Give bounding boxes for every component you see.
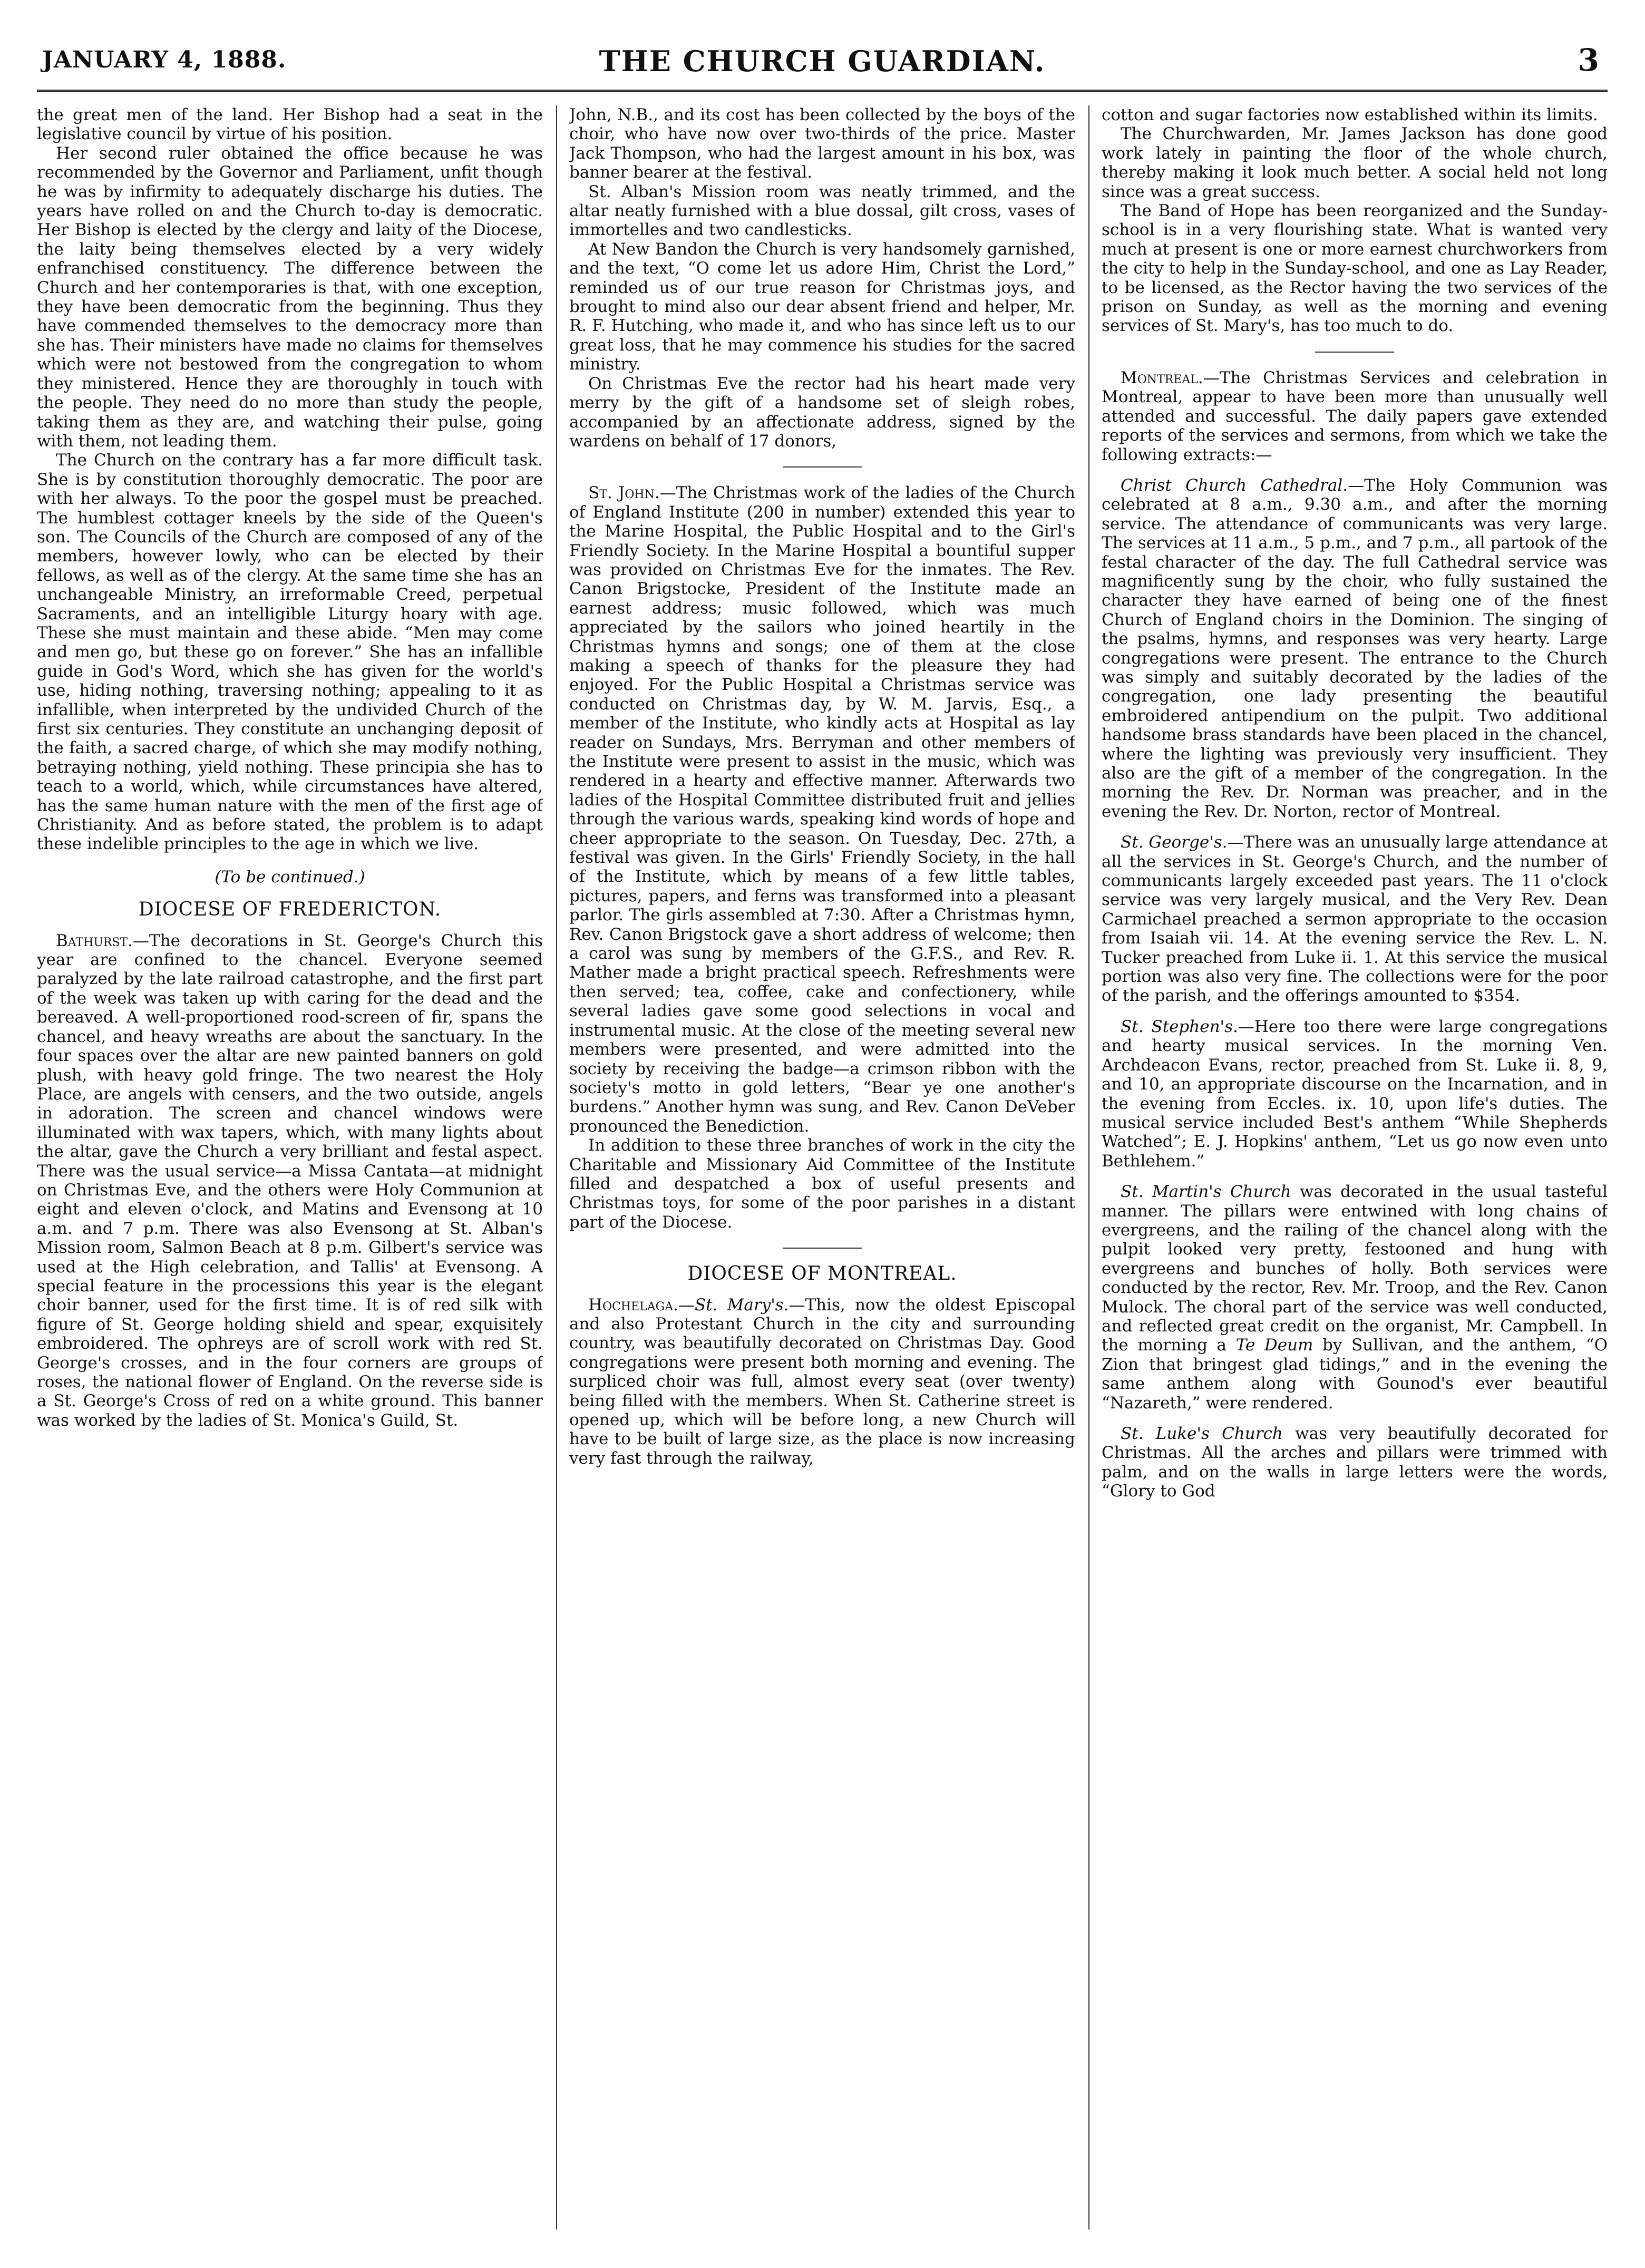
paragraph-text: was decorated in the usual tasteful manner. The pillars were entwined with long chains of evergreens, and the railing of the chancel along with the pulpit looked very pretty, festooned and hung with evergreens and bunches of holly. Both services were conducted by the rector, Rev. Mr. Troop, and the Rev. Canon Mulock. The choral part of the service was well conducted, and reflected great credit on the organist, Mr. Campbell. In the morning a bbox=[1102, 1182, 1608, 1355]
paragraph-text: —The decorations in St. George's Church this year are confined to the chancel. Everyone seemed paralyzed by the late railroad catastrophe, and the first part of the week was taken up with caring for the dead and the bereaved. A well-proportioned rood-screen of fir, spans the chancel, and heavy wreaths are about the sanctuary. In the four spaces over the altar are new painted banners on gold plush, with heavy gold fringe. The two nearest the Holy Place, are angels with censers, and the two outside, angels in adoration. The screen and chancel windows were illuminated with wax tapers, which, with many lights about the altar, gave the Church a very brilliant and festal aspect. There was the usual service—a Missa Cantata—at midnight on Christmas Eve, and the others were Holy Communion at eight and eleven o'clock, and Matins and Evensong at 10 a.m. and 7 p.m. There was also Evensong at St. Alban's Mission room, Salmon Beach at 8 p.m. Gilbert's service was used at the High celebration, and Tallis' at Evensong. A special feature in the processions this year is the elegant choir banner, used for the first time. It is of red silk with figure of St. George holding shield and spear, exquisitely embroidered. The ophreys are of scroll work with red St. George's crosses, and in the four corners are groups of roses, the national flower of England. On the reverse side is a St. George's Cross of red on a white ground. This banner was worked by the ladies of St. Monica's Guild, St. bbox=[37, 931, 543, 1430]
section-heading-fredericton: DIOCESE OF FREDERICTON. bbox=[138, 899, 442, 921]
lead-in: Bathurst. bbox=[56, 931, 133, 950]
paragraph bbox=[1102, 1182, 1608, 1413]
paragraph-text: —This, now the oldest Episcopal and also Protestant Church in the city and surrounding country, was beautifully decorated on Christmas Day. Good congregations were present both morning and evening. The surpliced choir was full, almost every seat (over twenty) being filled with the members. When St. Catherine street is opened up, which will be before long, a new Church will have to be built of large size, as the place is now increasing very fast through the railway, bbox=[569, 1295, 1075, 1468]
lead-in: Christ Church Cathedral. bbox=[1121, 475, 1348, 495]
paragraph: At New Bandon the Church is very handsomely garnished, and the text, “O come let us adore Him, Christ the Lord,” reminded us of our true reason for Christmas joys, and brought to mind also our dear absent friend and helper, Mr. R. F. Hutching, who made it, and who has since left us to our great loss, that he may commence his studies for the sacred ministry. bbox=[569, 239, 1075, 374]
paragraph: cotton and sugar factories now established within its limits. bbox=[1102, 105, 1598, 124]
section-separator bbox=[1315, 352, 1394, 353]
paragraph-text: —Here too there were large congregations and hearty musical services. In the morning Ven. Archdeacon Evans, rector, preached from St. Luke ii. 8, 9, and 10, an appropriate discourse on the Incarnation, and in the evening from Eccles. ix. 10, upon life's duties. The musical service included Best's anthem “While Shepherds Watched”; E. J. Hopkins' anthem, “Let us go now even unto Bethlehem.” bbox=[1102, 1017, 1608, 1171]
lead-in: St. Martin's Church bbox=[1121, 1182, 1291, 1202]
column-2 bbox=[569, 105, 1075, 2235]
paragraph: Her second ruler obtained the office because he was recommended by the Governor and Parliament, unfit though he was by infirmity to adequately discharge his duties. The years have rolled on and the Church to-day is democratic. Her Bishop is elected by the clergy and laity of the Diocese, the laity being themselves elected by a very widely enfranchised constituency. The difference between the Church and her contemporaries is that, with one exception, they have been democratic from the beginning. Thus they have commended themselves to the democracy more than she has. Their ministers have made no claims for themselves which were not bestowed from the congregation to whom they ministered. Hence they are thoroughly in touch with the people. They need do no more than study the people, taking them as they are, and watching their pulse, going with them, not leading them. bbox=[37, 143, 543, 451]
masthead bbox=[37, 37, 1608, 92]
to-be-continued-note: (To be continued.) bbox=[215, 867, 365, 887]
paragraph bbox=[1102, 1424, 1608, 1501]
column-rule bbox=[1088, 105, 1089, 2230]
section-heading-montreal: DIOCESE OF MONTREAL. bbox=[687, 1263, 957, 1285]
newspaper-page bbox=[37, 37, 1608, 2240]
lead-in: St. Luke's Church bbox=[1121, 1424, 1283, 1443]
paragraph: John, N.B., and its cost has been collected by the boys of the choir, who have now over two-thirds of the price. Master Jack Thompson, who had the largest amount in his box, was banner bearer at the festival. bbox=[569, 105, 1075, 182]
paragraph bbox=[37, 931, 543, 1430]
issue-date: JANUARY 4, 1888. bbox=[42, 46, 287, 73]
paragraph bbox=[569, 483, 1075, 1136]
column-rule bbox=[556, 105, 557, 2230]
newspaper-title: THE CHURCH GUARDIAN. bbox=[599, 44, 1046, 78]
paragraph-text: by Sullivan, and the anthem, “O Zion that bringest glad tidings,” and in the evening the same anthem along with Gounod's ever beautiful “Nazareth,” were rendered. bbox=[1102, 1336, 1608, 1413]
paragraph-text: was very beautifully decorated for Christmas. All the arches and pillars were trimmed with palm, and on the walls in large letters were the words, “Glory to God bbox=[1102, 1424, 1608, 1501]
lead-in: Hochelaga. bbox=[588, 1295, 678, 1315]
paragraph bbox=[1102, 476, 1608, 821]
paragraph-text: —The Christmas work of the ladies of the Church of England Institute (200 in number) extended this year to the Marine Hospital, the Public Hospital and to the Girl's Friendly Society. In the Marine Hospital a bountiful supper was provided on Christmas Eve for the inmates. The Rev. Canon Brigstocke, President of the Institute made an earnest address; music followed, which was much appreciated by the sailors who joined heartily in the Christmas hymns and songs; one of them at the close making a speech of thanks for the pleasure they had enjoyed. For the Public Hospital a Christmas service was conducted on Christmas day, by W. M. Jarvis, Esq., a member of the Institute, who kindly acts at Hospital as lay reader on Sundays, Mrs. Berryman and other members of the Institute were present to assist in the music, which was rendered in a hearty and effective manner. Afterwards two ladies of the Hospital Committee distributed fruit and jellies through the various wards, speaking kind words of hope and cheer appropriate to the season. On Tuesday, Dec. 27th, a festival was given. In the Girls' Friendly Society, in the hall of the Institute, which by means of a few little tables, pictures, papers, and ferns was transformed into a pleasant parlor. The girls assembled at 7:30. After a Christmas hymn, Rev. Canon Brigstock gave a short address of welcome; then a carol was sung by members of the G.F.S., and Rev. R. Mather made a bright practical speech. Refreshments were then served; tea, coffee, cake and confectionery, while several ladies gave some good selections in vocal and instrumental music. At the close of the meeting several new members were presented, and were admitted into the society by receiving the badge—a crimson ribbon with the society's motto in gold letters, “Bear ye one another's burdens.” Another hymn was sung, and Rev. Canon DeVeber pronounced the Benediction. bbox=[569, 483, 1075, 1136]
paragraph-text: —There was an unusually large attendance at all the services in St. George's Church, and the number of communicants largely exceeded past years. The 11 o'clock service was very largely musical, and the Very Rev. Dean Carmichael preached a sermon appropriate to the occasion from Isaiah vii. 14. At the evening service the Rev. L. N. Tucker preached from Luke ii. 1. At this service the musical portion was also very fine. The collections were for the poor of the parish, and the offerings amounted to $354. bbox=[1102, 833, 1608, 1006]
paragraph: the great men of the land. Her Bishop had a seat in the legislative council by virtue of his position. bbox=[37, 105, 543, 144]
paragraph: Hochelaga.—St. Mary's.—This, now the oldest Episcopal and also Protestant Church in the city and surrounding country, was beautifully decorated on Christmas Day. Good congregations were present both morning and evening. The surpliced choir was full, almost every seat (over twenty) being filled with the members. When St. Catherine street is opened up, which will be before long, a new Church will have to be built of large size, as the place is now increasing very fast through the railway, bbox=[569, 1295, 1075, 1468]
church-name: St. Mary's. bbox=[694, 1295, 789, 1315]
lead-in: St. John. bbox=[588, 483, 660, 503]
section-separator bbox=[783, 1248, 862, 1249]
column-1 bbox=[37, 105, 543, 2235]
lead-in: St. Stephen's. bbox=[1121, 1017, 1238, 1036]
paragraph: The Churchwarden, Mr. James Jackson has done good work lately in painting the floor of the whole church, thereby making it look much better. A social held not long since was a great success. bbox=[1102, 124, 1608, 201]
paragraph bbox=[1102, 1017, 1608, 1171]
paragraph: In addition to these three branches of work in the city the Charitable and Missionary Aid Committee of the Institute filled and despatched a box of useful presents and Christmas toys, for some of the poor parishes in a distant part of the Diocese. bbox=[569, 1136, 1075, 1232]
paragraph: On Christmas Eve the rector had his heart made very merry by the gift of a handsome set of sleigh robes, accompanied by an affectionate address, signed by the wardens on behalf of 17 donors, bbox=[569, 374, 1075, 451]
column-3 bbox=[1102, 105, 1608, 2235]
lead-in: Montreal. bbox=[1121, 368, 1203, 387]
paragraph: The Church on the contrary has a far more difficult task. She is by constitution thoroughly democratic. The poor are with her always. To the poor the gospel must be preached. The humblest cottager kneels by the side of the Queen's son. The Councils of the Church are composed of any of the members, however lowly, who can be elected by their fellows, as well as of the clergy. At the same time she has an unchangeable Ministry, an irreformable Creed, perpetual Sacraments, and an intelligible Liturgy hoary with age. These she must maintain and these abide. “Men may come and men go, but these go on forever.” She has an infallible guide in God's Word, which she has given for the world's use, hiding nothing, traversing nothing; appealing to it as infallible, when interpreted by the undivided Church of the first six centuries. They constitute an unchanging deposit of the faith, a sacred charge, of which she may modify nothing, betraying nothing, yield nothing. These principia she has to teach to a world, which, while circumstances have altered, has the same human nature with the men of the first age of Christianity. And as before stated, the problem is to adapt these indelible principles to the age in which we live. bbox=[37, 451, 543, 854]
paragraph-text: —The Christmas Services and celebration in Montreal, appear to have been more than unusually well attended and successful. The daily papers gave extended reports of the services and sermons, from which we take the following extracts:— bbox=[1102, 368, 1608, 464]
paragraph: St. Alban's Mission room was neatly trimmed, and the altar neatly furnished with a blue dossal, gilt cross, vases of immortelles and two candlesticks. bbox=[569, 182, 1075, 240]
section-separator bbox=[783, 466, 862, 468]
page-number: 3 bbox=[1578, 42, 1599, 78]
lead-in: St. George's. bbox=[1121, 833, 1228, 852]
paragraph bbox=[1102, 833, 1608, 1006]
hymn-title: Te Deum bbox=[1235, 1336, 1313, 1355]
paragraph: The Band of Hope has been reorganized and the Sunday-school is in a very flourishing state. What is wanted very much at present is one or more earnest churchworkers from the city to help in the Sunday-school, and one as Lay Reader, to be licensed, as the Rector having the two services of the prison on Sunday, as well as the morning and evening services of St. Mary's, has too much to do. bbox=[1102, 201, 1608, 336]
paragraph-text: —The Holy Communion was celebrated at 8 a.m., 9.30 a.m., and after the morning service. The attendance of communicants was very large. The services at 11 a.m., 5 p.m., and 7 p.m., all partook of the festal character of the day. The full Cathedral service was magnificently sung by the choir, who fully sustained the character they have earned of being one of the finest Church of England choirs in the Dominion. The singing of the psalms, hymns, and responses was very hearty. Large congregations were present. The entrance to the Church was simply and suitably decorated by the ladies of the congregation, one lady presenting the beautiful embroidered antipendium on the pulpit. Two additional handsome brass standards have been placed in the chancel, where the lighting was previously very insufficient. They also are the gift of a member of the congregation. In the morning the Rev. Dr. Norman was preacher, and in the evening the Rev. Dr. Norton, rector of Montreal. bbox=[1102, 475, 1608, 821]
paragraph bbox=[1102, 368, 1608, 464]
